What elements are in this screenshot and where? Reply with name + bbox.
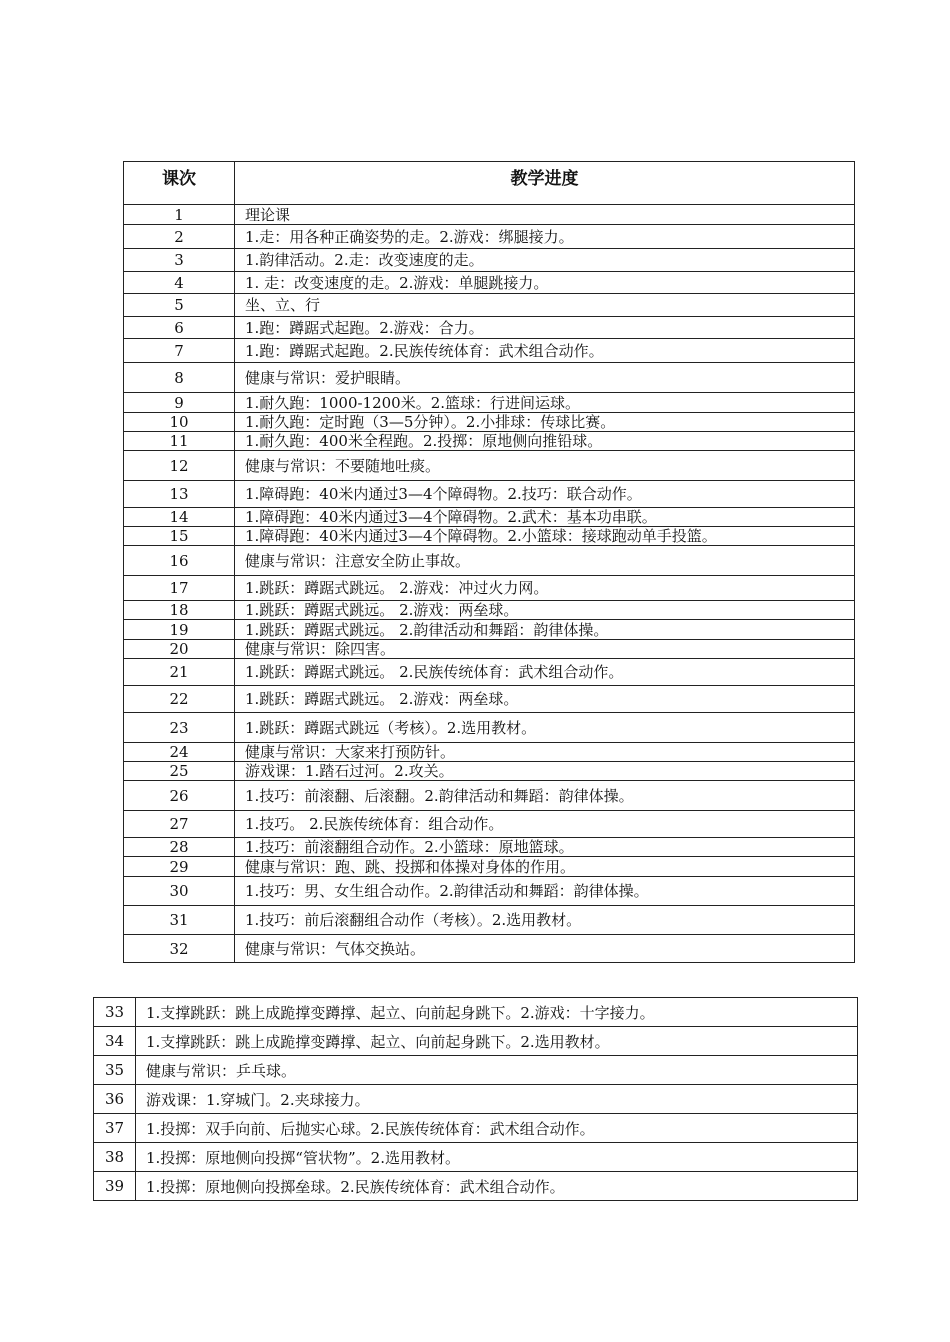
lesson-number: 34 [94, 1027, 136, 1056]
lesson-content: 1.跳跃：蹲踞式跳远。 2.游戏：冲过火力网。 [235, 576, 855, 601]
lesson-content: 1.障碍跑：40米内通过3—4个障碍物。2.武术：基本功串联。 [235, 508, 855, 527]
lesson-content: 1.支撑跳跃：跳上成跪撑变蹲撑、起立、向前起身跳下。2.选用教材。 [136, 1027, 858, 1056]
lesson-content: 1.跳跃：蹲踞式跳远。 2.民族传统体育：武术组合动作。 [235, 659, 855, 686]
lesson-number: 8 [124, 363, 235, 393]
lesson-content: 1.技巧：前滚翻组合动作。2.小篮球：原地篮球。 [235, 838, 855, 857]
lesson-number: 4 [124, 272, 235, 294]
lesson-number: 38 [94, 1143, 136, 1172]
table-row [124, 576, 855, 601]
lesson-content: 1.支撑跳跃：跳上成跪撑变蹲撑、起立、向前起身跳下。2.游戏：十字接力。 [136, 998, 858, 1027]
lesson-number: 16 [124, 546, 235, 576]
table-row [124, 857, 855, 877]
table-row [124, 762, 855, 781]
lesson-number: 28 [124, 838, 235, 857]
lesson-content: 1.走：用各种正确姿势的走。2.游戏：绑腿接力。 [235, 225, 855, 249]
table-row [94, 1027, 858, 1056]
table-row [124, 393, 855, 413]
table-row [124, 686, 855, 713]
lesson-number: 1 [124, 205, 235, 225]
header-lesson: 课次 [124, 162, 235, 205]
lesson-content: 1.投掷：原地侧向投掷“管状物”。2.选用教材。 [136, 1143, 858, 1172]
lesson-content: 健康与常识：大家来打预防针。 [235, 743, 855, 762]
table-row [124, 546, 855, 576]
lesson-number: 23 [124, 713, 235, 743]
lesson-content: 1.韵律活动。2.走：改变速度的走。 [235, 249, 855, 272]
lesson-number: 25 [124, 762, 235, 781]
table-row [124, 743, 855, 762]
table-row [94, 1085, 858, 1114]
table-row [124, 601, 855, 620]
lesson-content: 1.技巧：前滚翻、后滚翻。2.韵律活动和舞蹈：韵律体操。 [235, 781, 855, 811]
lesson-number: 19 [124, 620, 235, 640]
lesson-content: 坐、立、行 [235, 294, 855, 317]
lesson-number: 2 [124, 225, 235, 249]
lesson-number: 10 [124, 413, 235, 432]
table-row [124, 508, 855, 527]
table-row [94, 1056, 858, 1085]
lesson-number: 12 [124, 451, 235, 481]
lesson-number: 21 [124, 659, 235, 686]
lesson-number: 27 [124, 811, 235, 838]
table-row [124, 811, 855, 838]
lesson-number: 13 [124, 481, 235, 508]
lesson-content: 游戏课：1.穿城门。2.夹球接力。 [136, 1085, 858, 1114]
lesson-number: 37 [94, 1114, 136, 1143]
lesson-content: 游戏课：1.踏石过河。2.攻关。 [235, 762, 855, 781]
lesson-content: 健康与常识：不要随地吐痰。 [235, 451, 855, 481]
table-row [124, 906, 855, 935]
lesson-content: 1.技巧：男、女生组合动作。2.韵律活动和舞蹈：韵律体操。 [235, 877, 855, 906]
table-row [124, 225, 855, 249]
lesson-content: 1.障碍跑：40米内通过3—4个障碍物。2.技巧：联合动作。 [235, 481, 855, 508]
table-row [124, 413, 855, 432]
table-row [124, 659, 855, 686]
lesson-content: 1.障碍跑：40米内通过3—4个障碍物。2.小篮球：接球跑动单手投篮。 [235, 527, 855, 546]
lesson-content: 1.耐久跑：400米全程跑。2.投掷：原地侧向推铅球。 [235, 432, 855, 451]
lesson-number: 35 [94, 1056, 136, 1085]
lesson-content: 1.投掷：原地侧向投掷垒球。2.民族传统体育：武术组合动作。 [136, 1172, 858, 1201]
lesson-number: 29 [124, 857, 235, 877]
lesson-content: 健康与常识：注意安全防止事故。 [235, 546, 855, 576]
lesson-content: 1.跳跃：蹲踞式跳远。 2.游戏：两垒球。 [235, 686, 855, 713]
table-row [94, 1114, 858, 1143]
header-progress: 教学进度 [235, 162, 855, 205]
lesson-content: 健康与常识：气体交换站。 [235, 935, 855, 963]
table-row [124, 481, 855, 508]
lesson-content: 1.耐久跑：1000-1200米。2.篮球：行进间运球。 [235, 393, 855, 413]
table-row [124, 249, 855, 272]
lesson-number: 3 [124, 249, 235, 272]
lesson-content: 1. 走：改变速度的走。2.游戏：单腿跳接力。 [235, 272, 855, 294]
lesson-content: 1.跳跃：蹲踞式跳远。 2.韵律活动和舞蹈：韵律体操。 [235, 620, 855, 640]
lesson-number: 24 [124, 743, 235, 762]
header-row [124, 162, 855, 205]
lesson-content: 1.跳跃：蹲踞式跳远（考核）。2.选用教材。 [235, 713, 855, 743]
table-row [124, 877, 855, 906]
lesson-number: 7 [124, 339, 235, 363]
table-row [124, 339, 855, 363]
lesson-number: 39 [94, 1172, 136, 1201]
table-row [124, 451, 855, 481]
table-row [124, 205, 855, 225]
table-row [124, 363, 855, 393]
table-row [124, 838, 855, 857]
lesson-content: 健康与常识：爱护眼睛。 [235, 363, 855, 393]
lesson-number: 20 [124, 640, 235, 659]
lesson-number: 17 [124, 576, 235, 601]
lesson-number: 6 [124, 317, 235, 339]
lesson-number: 31 [124, 906, 235, 935]
table-row [124, 527, 855, 546]
table-row [94, 998, 858, 1027]
table-row [94, 1172, 858, 1201]
lesson-content: 1.耐久跑：定时跑（3—5分钟）。2.小排球：传球比赛。 [235, 413, 855, 432]
lesson-number: 22 [124, 686, 235, 713]
progress-table-upper [123, 161, 855, 963]
lesson-number: 32 [124, 935, 235, 963]
lesson-number: 33 [94, 998, 136, 1027]
table-row [124, 317, 855, 339]
lesson-number: 14 [124, 508, 235, 527]
table-row [124, 640, 855, 659]
table-row [124, 432, 855, 451]
lesson-number: 26 [124, 781, 235, 811]
lesson-number: 30 [124, 877, 235, 906]
lesson-content: 健康与常识：除四害。 [235, 640, 855, 659]
lesson-content: 1.跑：蹲踞式起跑。2.游戏：合力。 [235, 317, 855, 339]
lesson-number: 36 [94, 1085, 136, 1114]
table-row [124, 781, 855, 811]
lesson-content: 理论课 [235, 205, 855, 225]
table-row [124, 272, 855, 294]
table-row [124, 294, 855, 317]
lesson-content: 1.跳跃：蹲踞式跳远。 2.游戏：两垒球。 [235, 601, 855, 620]
lesson-number: 11 [124, 432, 235, 451]
lesson-number: 9 [124, 393, 235, 413]
lesson-content: 1.技巧。 2.民族传统体育：组合动作。 [235, 811, 855, 838]
lesson-number: 18 [124, 601, 235, 620]
lesson-content: 1.技巧：前后滚翻组合动作（考核）。2.选用教材。 [235, 906, 855, 935]
lesson-content: 1.跑：蹲踞式起跑。2.民族传统体育：武术组合动作。 [235, 339, 855, 363]
lesson-content: 健康与常识：跑、跳、投掷和体操对身体的作用。 [235, 857, 855, 877]
progress-table-lower [93, 997, 858, 1201]
table-row [124, 620, 855, 640]
lesson-number: 5 [124, 294, 235, 317]
lesson-number: 15 [124, 527, 235, 546]
table-row [124, 713, 855, 743]
lesson-content: 健康与常识：乒乓球。 [136, 1056, 858, 1085]
table-row [94, 1143, 858, 1172]
lesson-content: 1.投掷：双手向前、后抛实心球。2.民族传统体育：武术组合动作。 [136, 1114, 858, 1143]
table-row [124, 935, 855, 963]
